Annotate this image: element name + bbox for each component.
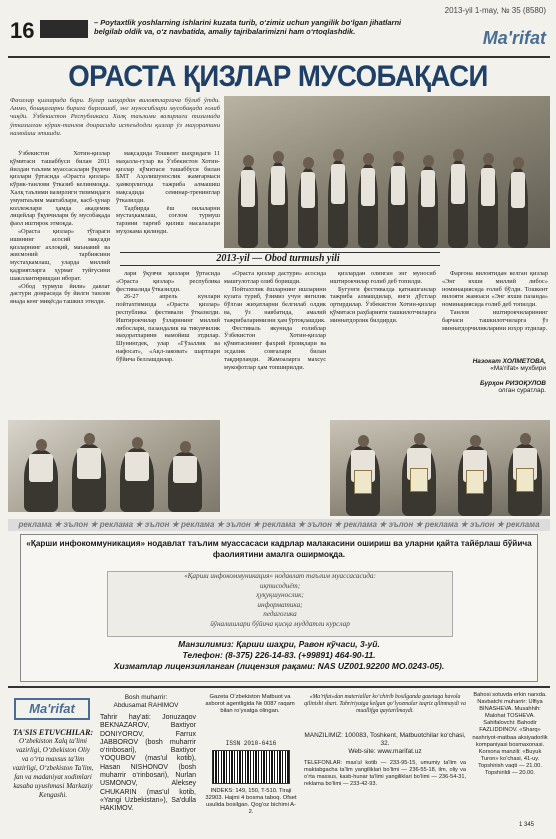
photo-person — [418, 166, 438, 248]
paragraph: Ўзбекистон Хотин-қизлар қўмитаси ташаббуси билан 2011 йилдан таълим муассасалари ўқувчи қизлари ўртасида «Ораста қизлар» кўрик-танлови ўтказиб келинмоқда. Халқ таълими вазирлиги тизимидаги умумтаълим мактаблари, касб-ҳунар коллежлари ҳамда академик лицейлар ўқувчилари бу мусобақада фаол иштирок этмоқда. — [10, 150, 110, 228]
founders-title: TA'SIS ETUVCHILAR: — [12, 728, 94, 737]
editor-name: Abdusamat RAHIMOV — [113, 702, 179, 709]
phone-list: TELEFONLAR: mas'ul kotib — 233-95-15, umumiy ta'lim va maktabgacha ta'lim yangiliklari bo‘limi — 236-55-18, ilm, oliy va o‘rta maxsus, kasb-hunar ta'limi yangiliklari bo‘limi — 236-54-31, reklama bo‘limi — 233-42-93. — [304, 760, 466, 787]
article-lead: Фаоллар қизларида бари. Булар шаҳардан вилоятларгача бўлиб ўтди. Аммо, бошқаларни бирига бирлашиб, энг муносиблари мусобақада ғолиб чиқди. Ўзбекистон Республикаси Халқ таълими вазирлиги тизимида ўтказилган кўрик-танлов доирасида истеъдодли қизлар ўз маҳоратини намойиш этишди. — [10, 97, 220, 137]
paragraph: Тадбирда ёш оилаларни мустаҳкамлаш, соғлом турмуш тарзини тарғиб қилиш масалалари муҳокама қилинди. — [116, 204, 220, 235]
paragraph: қизлардан олинган энг муносиб иштирокчилар ғолиб деб топилди. — [330, 270, 436, 285]
paragraph: Танлов иштирокчиларининг барчаси ташкилотчиларга ўз миннатдорчиликларини изҳор этдилар. — [442, 308, 548, 332]
certificate-image — [354, 470, 372, 494]
photo-person — [388, 162, 408, 248]
photo-person — [298, 168, 318, 248]
photo-person — [328, 160, 348, 248]
issn-number: ISSN 2010-6416 — [225, 740, 277, 747]
photo-person — [24, 450, 58, 512]
reprint-note: «Ma'rifat»dan materiallar ko‘chirib bosilganda gazetaga havola qilinishi shart. Tahririyatga kelgan qo‘lyozmalar taqriz qilinmaydi va muallifga qaytarilmaydi. — [304, 694, 466, 714]
founders-block — [12, 728, 94, 800]
advertisement-contacts — [21, 639, 537, 672]
article-column-4 — [224, 270, 326, 516]
photo-person — [448, 160, 468, 248]
certificate-image — [410, 468, 428, 492]
paragraph: Пойтахтлик ёшларнинг ишларини кузата туриб, ўзимиз учун янгилик бўлган жиҳатларни белгилаб олдик ва, ўз навбатида, амалий тажрибаларимизни ҳам ўртоқлашдик. — [224, 285, 326, 324]
certificate-image — [466, 470, 484, 494]
photo-person — [120, 448, 154, 512]
header-bar — [40, 20, 88, 38]
photo-person — [508, 168, 528, 248]
article-column-3 — [116, 270, 220, 418]
advertisement-title: «Қарши инфокоммуникация» нодавлат таълим муассасаси кадрлар малакасини ошириш ва уларни қайта тайёрлаш бўйича фаолиятини амалга оширмоқда. — [26, 539, 532, 559]
page-number: 16 — [10, 18, 35, 43]
issue-date: 2013-yil 1-may, № 35 (8580) — [444, 6, 546, 15]
photographer-role: олган суратлар. — [498, 387, 546, 394]
newspaper-imprint — [8, 686, 550, 830]
advertisement-box — [20, 534, 538, 682]
course-item: ҳуқуқшунослик; — [256, 591, 304, 600]
article-column-6 — [442, 270, 548, 352]
editor-label: Bosh muharrir: — [124, 694, 168, 701]
paragraph: Фарғона вилоятидан келган қизлар «Энг яхши миллий либос» номинациясида ғолиб бўлди. Тошкент вилояти жамоаси «Энг яхши пазанда» номинациясида ғолиб деб топилди. — [442, 270, 548, 309]
photographer-name: Бурҳон РИЗОҚУЛОВ — [479, 380, 546, 387]
print-info: Bahosi sotuvda erkin narxda. Navbatchi muharrir: Ulfiya BINASHEVA. Musahhih: Malohat TOSHEVA. Sahifalovchi: Bahodir FAZLIDDINOV. «Sharq» nashriyot-matbaa aksiyadorlik kompaniyasi bosmaxonasi. Korxona manzili: «Buyuk Turon» ko‘chasi, 41-uy. Topshirish vaqti — 21.00. Topshirildi — 20.00. — [472, 692, 548, 777]
girls-portrait-photo — [8, 420, 220, 512]
ad-address: Манзилимиз: Қарши шаҳри, Равон кўчаси, 3-уй. — [178, 639, 380, 649]
paragraph: Фестиваль якунида ғолиблар Ўзбекистон Хотин-қизлар қўмитасининг фахрий ёрлиқлари ва эсдалик совғалари билан тақдирланди. Жамоаларга махсус мукофотлар ҳам топширилди. — [224, 324, 326, 371]
barcode-image — [212, 750, 290, 784]
advertisement-strip: реклама ★ эълон ★ реклама ★ эълон ★ реклама ★ эълон ★ реклама ★ эълон ★ реклама ★ эълон ★ реклама ★ эълон ★ реклама — [8, 519, 550, 531]
photo-person — [478, 164, 498, 248]
photo-person — [238, 166, 258, 248]
page-mark: 1 345 — [518, 822, 534, 828]
article-column-2 — [116, 150, 220, 252]
registration-note: Gazeta O‘zbekiston Matbuot va axborot agentligida № 0087 raqam bilan ro‘yxatga olingan. — [205, 694, 295, 714]
ad-phone: Телефон: (8-375) 226-14-83. (+99891) 464-90-11. — [182, 650, 376, 660]
course-item: иқтисодиёт; — [259, 581, 301, 590]
ad-license: Хизматлар лицензияланган (лицензия рақами: NAS UZ001.92200 MO.0243-05). — [113, 661, 445, 671]
website-link[interactable]: Web-site: www.marifat.uz — [348, 748, 422, 755]
photo-caption: 2013-yil — Obod turmush yili — [188, 253, 368, 264]
photographer-signature — [480, 380, 546, 394]
photo-person — [168, 452, 202, 512]
course-item: йўналишлари бўйича қисқа муддатли курслар — [210, 619, 350, 628]
editorial-address — [304, 732, 466, 756]
paragraph: «Ораста қизлар дастури» асосида машғулотлар олиб боришди. — [224, 270, 326, 285]
photo-person — [72, 444, 106, 512]
paragraph: мақсадида Тошкент шаҳридаги 11 маҳалла-гузар ва Ўзбекистон Хотин-қизлар қўмитаси ташаббуси билан БМТ Аҳолишунослик жамғармаси ҳамкорлигида тажриба алмашиш мақсадида семинар-тренинглар ўтказилди. — [116, 150, 220, 204]
article-headline: ОРАСТА ҚИЗЛАР МУСОБАҚАСИ — [68, 60, 488, 93]
address-text: MANZILIMIZ: 100083, Toshkent, Matbuotchilar ko‘chasi, 32. — [304, 732, 466, 747]
photo-person — [268, 162, 288, 248]
founders-text: O‘zbekiston Xalq ta'limi vazirligi, O‘zbekiston Oliy va o‘rta maxsus ta'lim vazirligi, O‘zbekiston Ta'lim, fan va madaniyat xodimlari kasaba uyushmasi Markaziy Kengashi. — [12, 737, 94, 799]
course-intro: «Қарши инфокоммуникация» нодавлат таълим муассасасида: — [184, 572, 376, 580]
print-index: INDEKS: 149, 150, T-510. Tiraji 32903. Hajmi 4 bosma taboq. Ofset usulida bosilgan. Qog‘oz bichimi A-2. — [205, 788, 297, 815]
girls-group-photo — [224, 96, 550, 248]
page-header — [8, 6, 550, 58]
editorial-board: Tahrir hay'ati: Jonuzaqov BEKNAZAROV, Baxtiyor DONIYOROV, Farrux JABBOROV (bosh muharrir o‘rinbosari), Baxtiyor YOQUBOV (mas'ul kotib), Hasan NISHONOV (bosh muharrir o‘rinbosari), Nurlan USMONOV, Aleksey CHUKARIN (mas'ul kotib, «Yangi Uzbekistan»), Sa'dulla HAKIMOV. — [100, 714, 196, 813]
paragraph: «Обод турмуш йили» давлат дастури доирасида бу йилги танлов янада кенг миқёсда ташкил этилди. — [10, 282, 110, 306]
paragraph: Бугунги фестивалда қатнашганлар тажриба алмашдилар, янги дўстлар ортирдилар. Ўзбекистон Хотин-қизлар қўмитаси раҳбарияти ташкилотчиларга миннатдорлик билдирди. — [330, 285, 436, 324]
course-item: информатика; — [257, 600, 303, 609]
course-list — [107, 571, 453, 637]
winners-certificate-photo — [330, 420, 550, 516]
certificate-image — [516, 468, 534, 492]
editor-block — [96, 694, 196, 710]
paragraph: лари ўқувчи қизлари ўртасида «Ораста қизлар» республика фестивалида ўтказилди. — [116, 270, 220, 293]
paragraph: «Ораста қизлар» тўгараги ишининг асосий мақсади қизларнинг ахлоқий, маънавий ва жисмоний тарбиясини мустаҳкамлаш, уларда миллий қадриятларга ҳурмат туйғусини шакллантиришдан иборат. — [10, 227, 110, 282]
article-column-5 — [330, 270, 436, 416]
paragraph: 26-27 апрель кунлари пойтахтимизда «Ораста қизлар» республика фестивали ўтказилди. Иштирокчилар ўзларининг миллий либослари, пазандалик ва тикувчилик маҳоратларини намойиш этдилар. Шунингдек, улар «Гўзаллик ва нафосат», «Ақл-заковат» шартлари бўйича беллашдилар. — [116, 293, 220, 363]
footer-logo: Ma'rifat — [14, 698, 90, 720]
course-item: педагогика — [263, 610, 297, 619]
author-role: «Ma'rifat» мухбири — [490, 365, 546, 372]
header-slogan: – Poytaxtlik yoshlarning ishlarini kuzata turib, o‘zimiz uchun yangilik bo‘lgan jihatlarni belgilab oldik va, o‘z navbatida, amaliy tajribalarimizni ham o‘rtoqlashdik. — [94, 18, 402, 36]
article-column-1 — [10, 150, 110, 418]
photo-person — [358, 164, 378, 248]
author-name: Назокат ХОЛМЕТОВА, — [472, 358, 546, 365]
author-signature — [473, 358, 546, 372]
masthead-logo: Ma'rifat — [482, 28, 546, 48]
